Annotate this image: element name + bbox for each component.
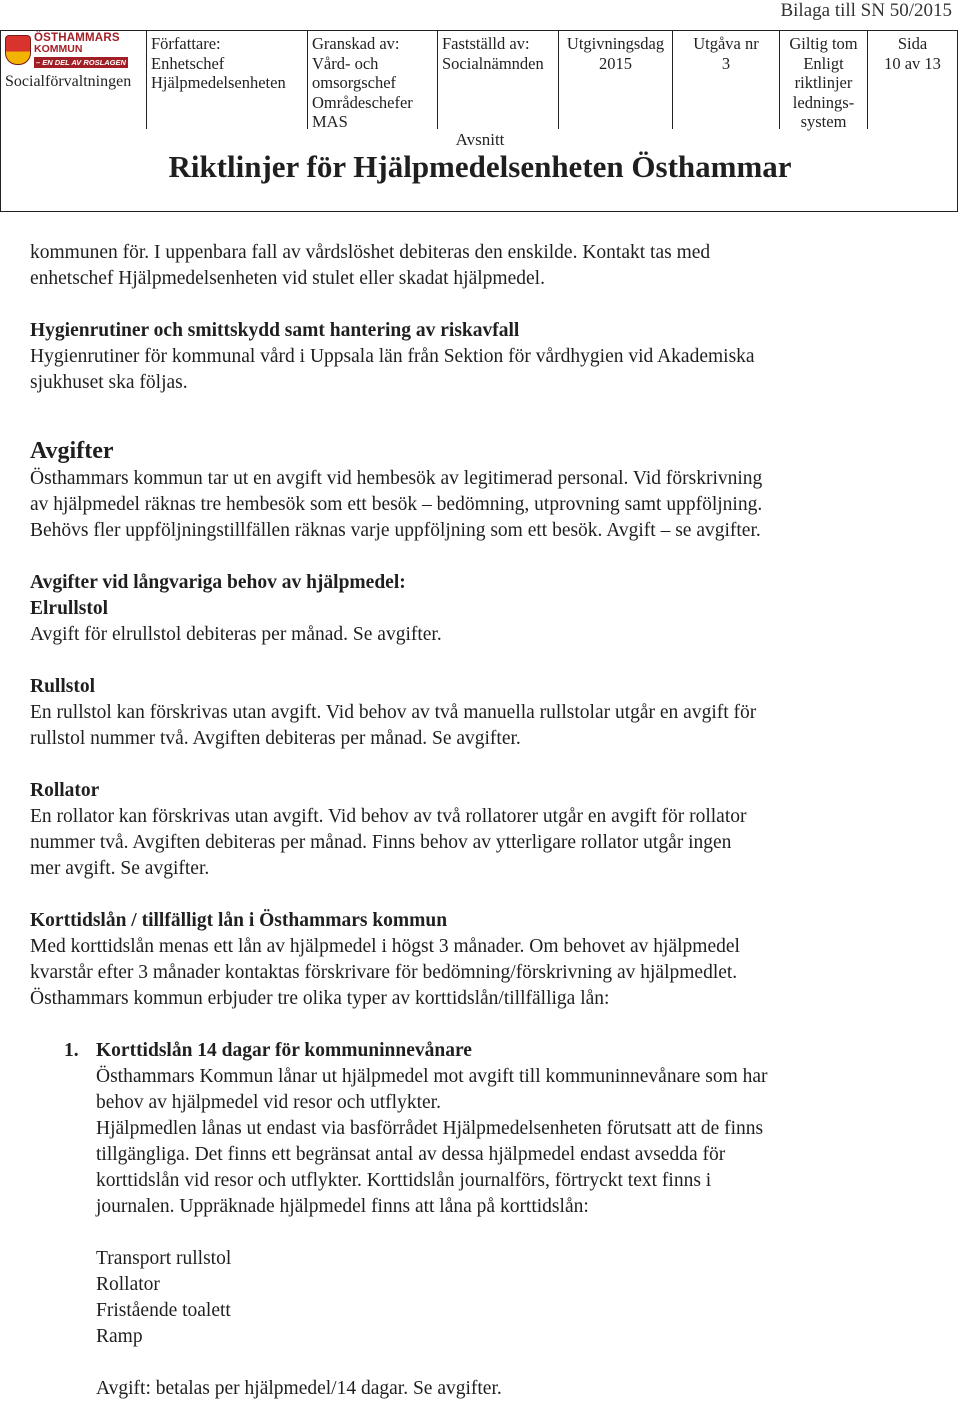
paragraph-line: Östhammars kommun erbjuder tre olika typer av korttidslån/tillfälliga lån: [30,988,610,1009]
valid-until-value: system [800,112,847,131]
paragraph-line: korttidslån vid resor och utflykter. Korttidslån journalförs, förtryckt text finns i [96,1170,712,1191]
paragraph-line: av hjälpmedel räknas tre hembesök som ett besök – bedömning, utprovning samt uppföljning. [30,494,763,515]
page-number: 10 av 13 [884,53,941,73]
approved-label: Fastställd av: [442,34,530,53]
paragraph-line: En rollator kan förskrivas utan avgift. Vid behov av två rollatorer utgår en avgift för rollator [30,806,747,827]
section-heading-long-term: Avgifter vid långvariga behov av hjälpmedel: [30,572,406,593]
bilaga-label: Bilaga till SN 50/2015 [780,0,952,21]
section-heading-fees: Avgifter [30,438,114,464]
section-heading-short-term-loan: Korttidslån / tillfälligt lån i Östhammars kommun [30,910,448,931]
reviewed-label: Granskad av: [312,34,400,53]
paragraph-line: Hjälpmedlen lånas ut endast via basförrådet Hjälpmedelsenheten förutsatt att de finns [96,1118,764,1139]
page-label: Sida [897,34,928,53]
aid-list-item: Ramp [96,1326,143,1347]
author-value: Enhetschef [151,53,225,73]
section-heading-hygiene: Hygienrutiner och smittskydd samt hantering av riskavfall [30,320,520,341]
paragraph-line: kvarstår efter 3 månader kontaktas förskrivare för bedömning/förskrivning av hjälpmedlet. [30,962,738,983]
aid-list-item: Rollator [96,1274,160,1295]
aid-list-item: Transport rullstol [96,1248,232,1269]
coat-of-arms-icon [5,35,31,65]
approved-cell [438,31,559,129]
document-body [30,240,930,1402]
author-cell [147,31,308,129]
aid-list-item: Fristående toalett [96,1300,231,1321]
list-number: 1. [64,1040,79,1061]
reviewed-cell [308,31,438,129]
valid-until-value: riktlinjer [794,73,853,92]
valid-until-value: lednings- [792,92,855,112]
subheading-wheelchair: Rullstol [30,676,96,697]
paragraph-line: nummer två. Avgiften debiteras per månad. Finns behov av ytterligare rollator utgår ingen [30,832,732,853]
logo-line-3: – EN DEL AV ROSLAGEN [36,58,126,67]
paragraph-line: mer avgift. Se avgifter. [30,858,210,879]
section-label: Avsnitt [455,130,505,149]
paragraph-line: Östhammars Kommun lånar ut hjälpmedel mot avgift till kommuninnevånare som har [96,1066,768,1087]
reviewed-value: omsorgschef [312,73,397,92]
reviewed-value: MAS [312,112,348,131]
reviewed-value: Områdeschefer [312,92,413,112]
approved-value: Socialnämnden [442,53,544,73]
valid-until-cell [780,31,868,129]
paragraph-line: Avgift för elrullstol debiteras per månad. Se avgifter. [30,624,442,645]
edition-cell [673,31,780,129]
paragraph-line: journalen. Uppräknade hjälpmedel finns att låna på korttidslån: [96,1196,589,1217]
publish-date-label: Utgivningsdag [566,34,665,53]
logo-cell [1,31,147,129]
edition-label: Utgåva nr [693,34,759,53]
subheading-rollator: Rollator [30,780,100,801]
fee-note: Avgift: betalas per hjälpmedel/14 dagar. Se avgifter. [96,1378,502,1399]
valid-until-label: Giltig tom [789,34,858,53]
paragraph-line: tillgängliga. Det finns ett begränsat antal av dessa hjälpmedel endast avsedda för [96,1144,726,1165]
municipality-logo [5,33,142,68]
author-value: Hjälpmedelsenheten [151,73,286,92]
author-label: Författare: [151,34,221,53]
paragraph-line: Östhammars kommun tar ut en avgift vid hembesök av legitimerad personal. Vid förskrivning [30,468,763,489]
page-cell [868,31,957,129]
numbered-list-item [64,1038,930,1402]
paragraph-line: En rullstol kan förskrivas utan avgift. Vid behov av två manuella rullstolar utgår en avgift för [30,702,757,723]
logo-line-2: KOMMUN [34,43,83,55]
paragraph-line: Behövs fler uppföljningstillfällen räknas varje uppföljning som ett besök. Avgift – se avgifter. [30,520,761,541]
document-title: Riktlinjer för Hjälpmedelsenheten Östhammar [168,149,792,184]
paragraph-line: enhetschef Hjälpmedelsenheten vid stulet eller skadat hjälpmedel. [30,268,545,289]
paragraph-line: sjukhuset ska följas. [30,372,188,393]
edition-value: 3 [721,53,731,73]
list-item-heading: Korttidslån 14 dagar för kommuninnevånare [96,1040,472,1061]
paragraph-line: Hygienrutiner för kommunal vård i Uppsala län från Sektion för vårdhygien vid Akademiska [30,346,755,367]
paragraph-line: Med korttidslån menas ett lån av hjälpmedel i högst 3 månader. Om behovet av hjälpmedel [30,936,740,957]
document-header [0,30,958,212]
subheading-power-wheelchair: Elrullstol [30,598,109,619]
paragraph-line: rullstol nummer två. Avgiften debiteras per månad. Se avgifter. [30,728,521,749]
logo-line-1: ÖSTHAMMARS [34,32,120,44]
publish-date-cell [559,31,673,129]
reviewed-value: Vård- och [312,53,379,73]
publish-date-value: 2015 [599,53,632,73]
paragraph-line: kommunen för. I uppenbara fall av vårdslöshet debiteras den enskilde. Kontakt tas med [30,242,711,263]
unit-name: Socialförvaltningen [5,73,132,90]
valid-until-value: Enligt [803,53,844,73]
paragraph-line: behov av hjälpmedel vid resor och utflykter. [96,1092,441,1113]
